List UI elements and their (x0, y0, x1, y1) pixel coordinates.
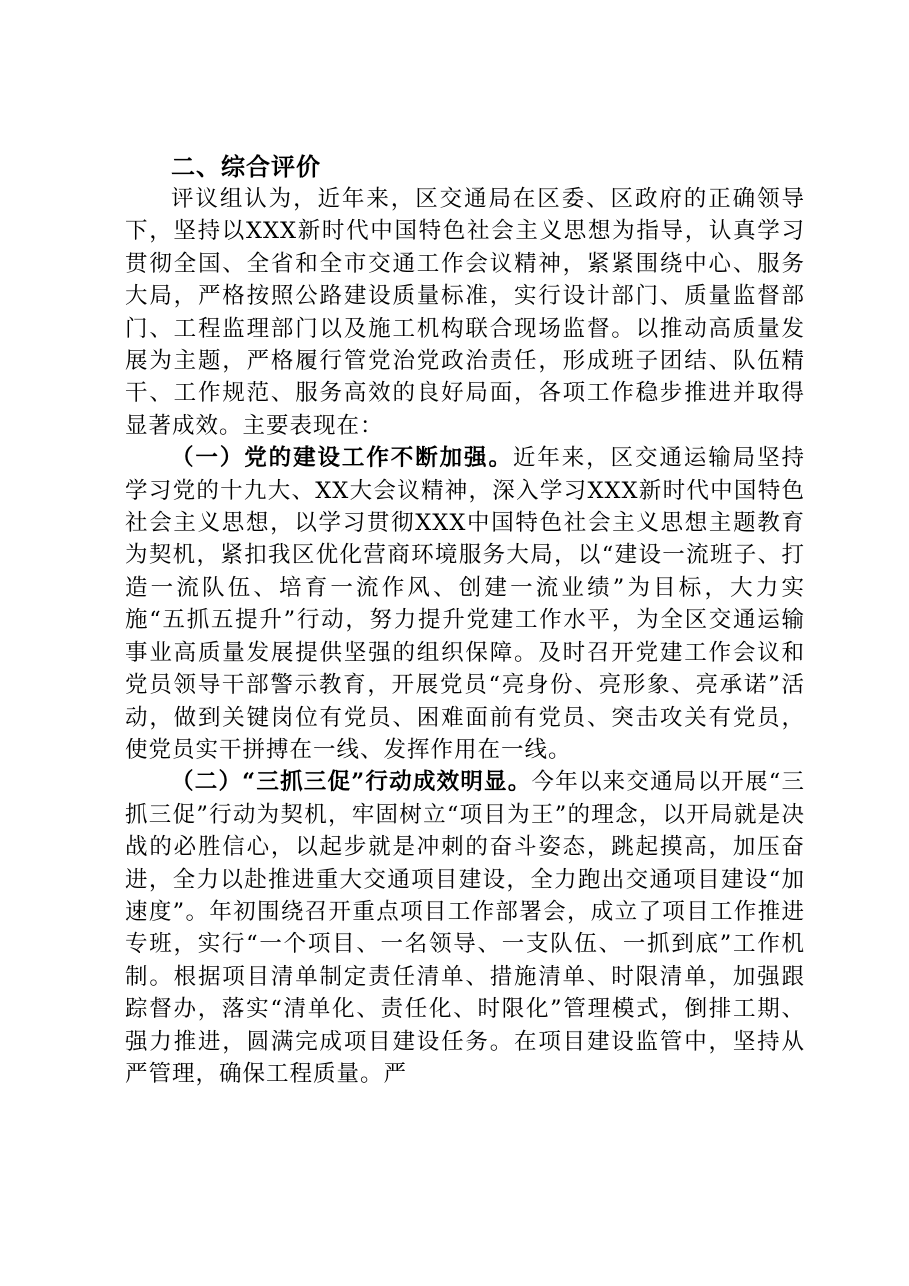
item2-lead: （二）“三抓三促”行动成效明显。 (171, 769, 532, 796)
item1-lead: （一）党的建设工作不断加强。 (171, 445, 513, 472)
item2-paragraph (125, 766, 805, 1090)
item2-body: 今年以来交通局以开展“三抓三促”行动为契机，牢固树立“项目为王”的理念，以开局就是决战的必胜信心，以起步就是冲刺的奋斗姿态，跳起摸高，加压奋进，全力以赴推进重大交通项目建设，全力跑出交通项目建设“加速度”。年初围绕召开重点项目工作部署会，成立了项目工作推进专班，实行“一个项目、一名领导、一支队伍、一抓到底”工作机制。根据项目清单制定责任清单、措施清单、时限清单，加强跟踪督办，落实“清单化、责任化、时限化”管理模式，倒排工期、强力推进，圆满完成项目建设任务。在项目建设监管中，坚持从严管理，确保工程质量。严 (125, 769, 805, 1087)
item1-paragraph (125, 442, 805, 766)
document-body (125, 151, 805, 1090)
intro-paragraph: 评议组认为，近年来，区交通局在区委、区政府的正确领导下，坚持以XXX新时代中国特色社会主义思想为指导，认真学习贯彻全国、全省和全市交通工作会议精神，紧紧围绕中心、服务大局，严格按照公路建设质量标准，实行设计部门、质量监督部门、工程监理部门以及施工机构联合现场监督。以推动高质量发展为主题，严格履行管党治党政治责任，形成班子团结、队伍精干、工作规范、服务高效的良好局面，各项工作稳步推进并取得显著成效。主要表现在： (125, 186, 805, 439)
section-heading: 二、综合评价 (171, 153, 321, 181)
item1-body: 近年来，区交通运输局坚持学习党的十九大、XX大会议精神，深入学习XXX新时代中国特色社会主义思想，以学习贯彻XXX中国特色社会主义思想主题教育为契机，紧扣我区优化营商环境服务大局，以“建设一流班子、打造一流队伍、培育一流作风、创建一流业绩”为目标，大力实施“五抓五提升”行动，努力提升党建工作水平，为全区交通运输事业高质量发展提供坚强的组织保障。及时召开党建工作会议和党员领导干部警示教育，开展党员“亮身份、亮形象、亮承诺”活动，做到关键岗位有党员、困难面前有党员、突击攻关有党员，使党员实干拼搏在一线、发挥作用在一线。 (125, 445, 805, 763)
